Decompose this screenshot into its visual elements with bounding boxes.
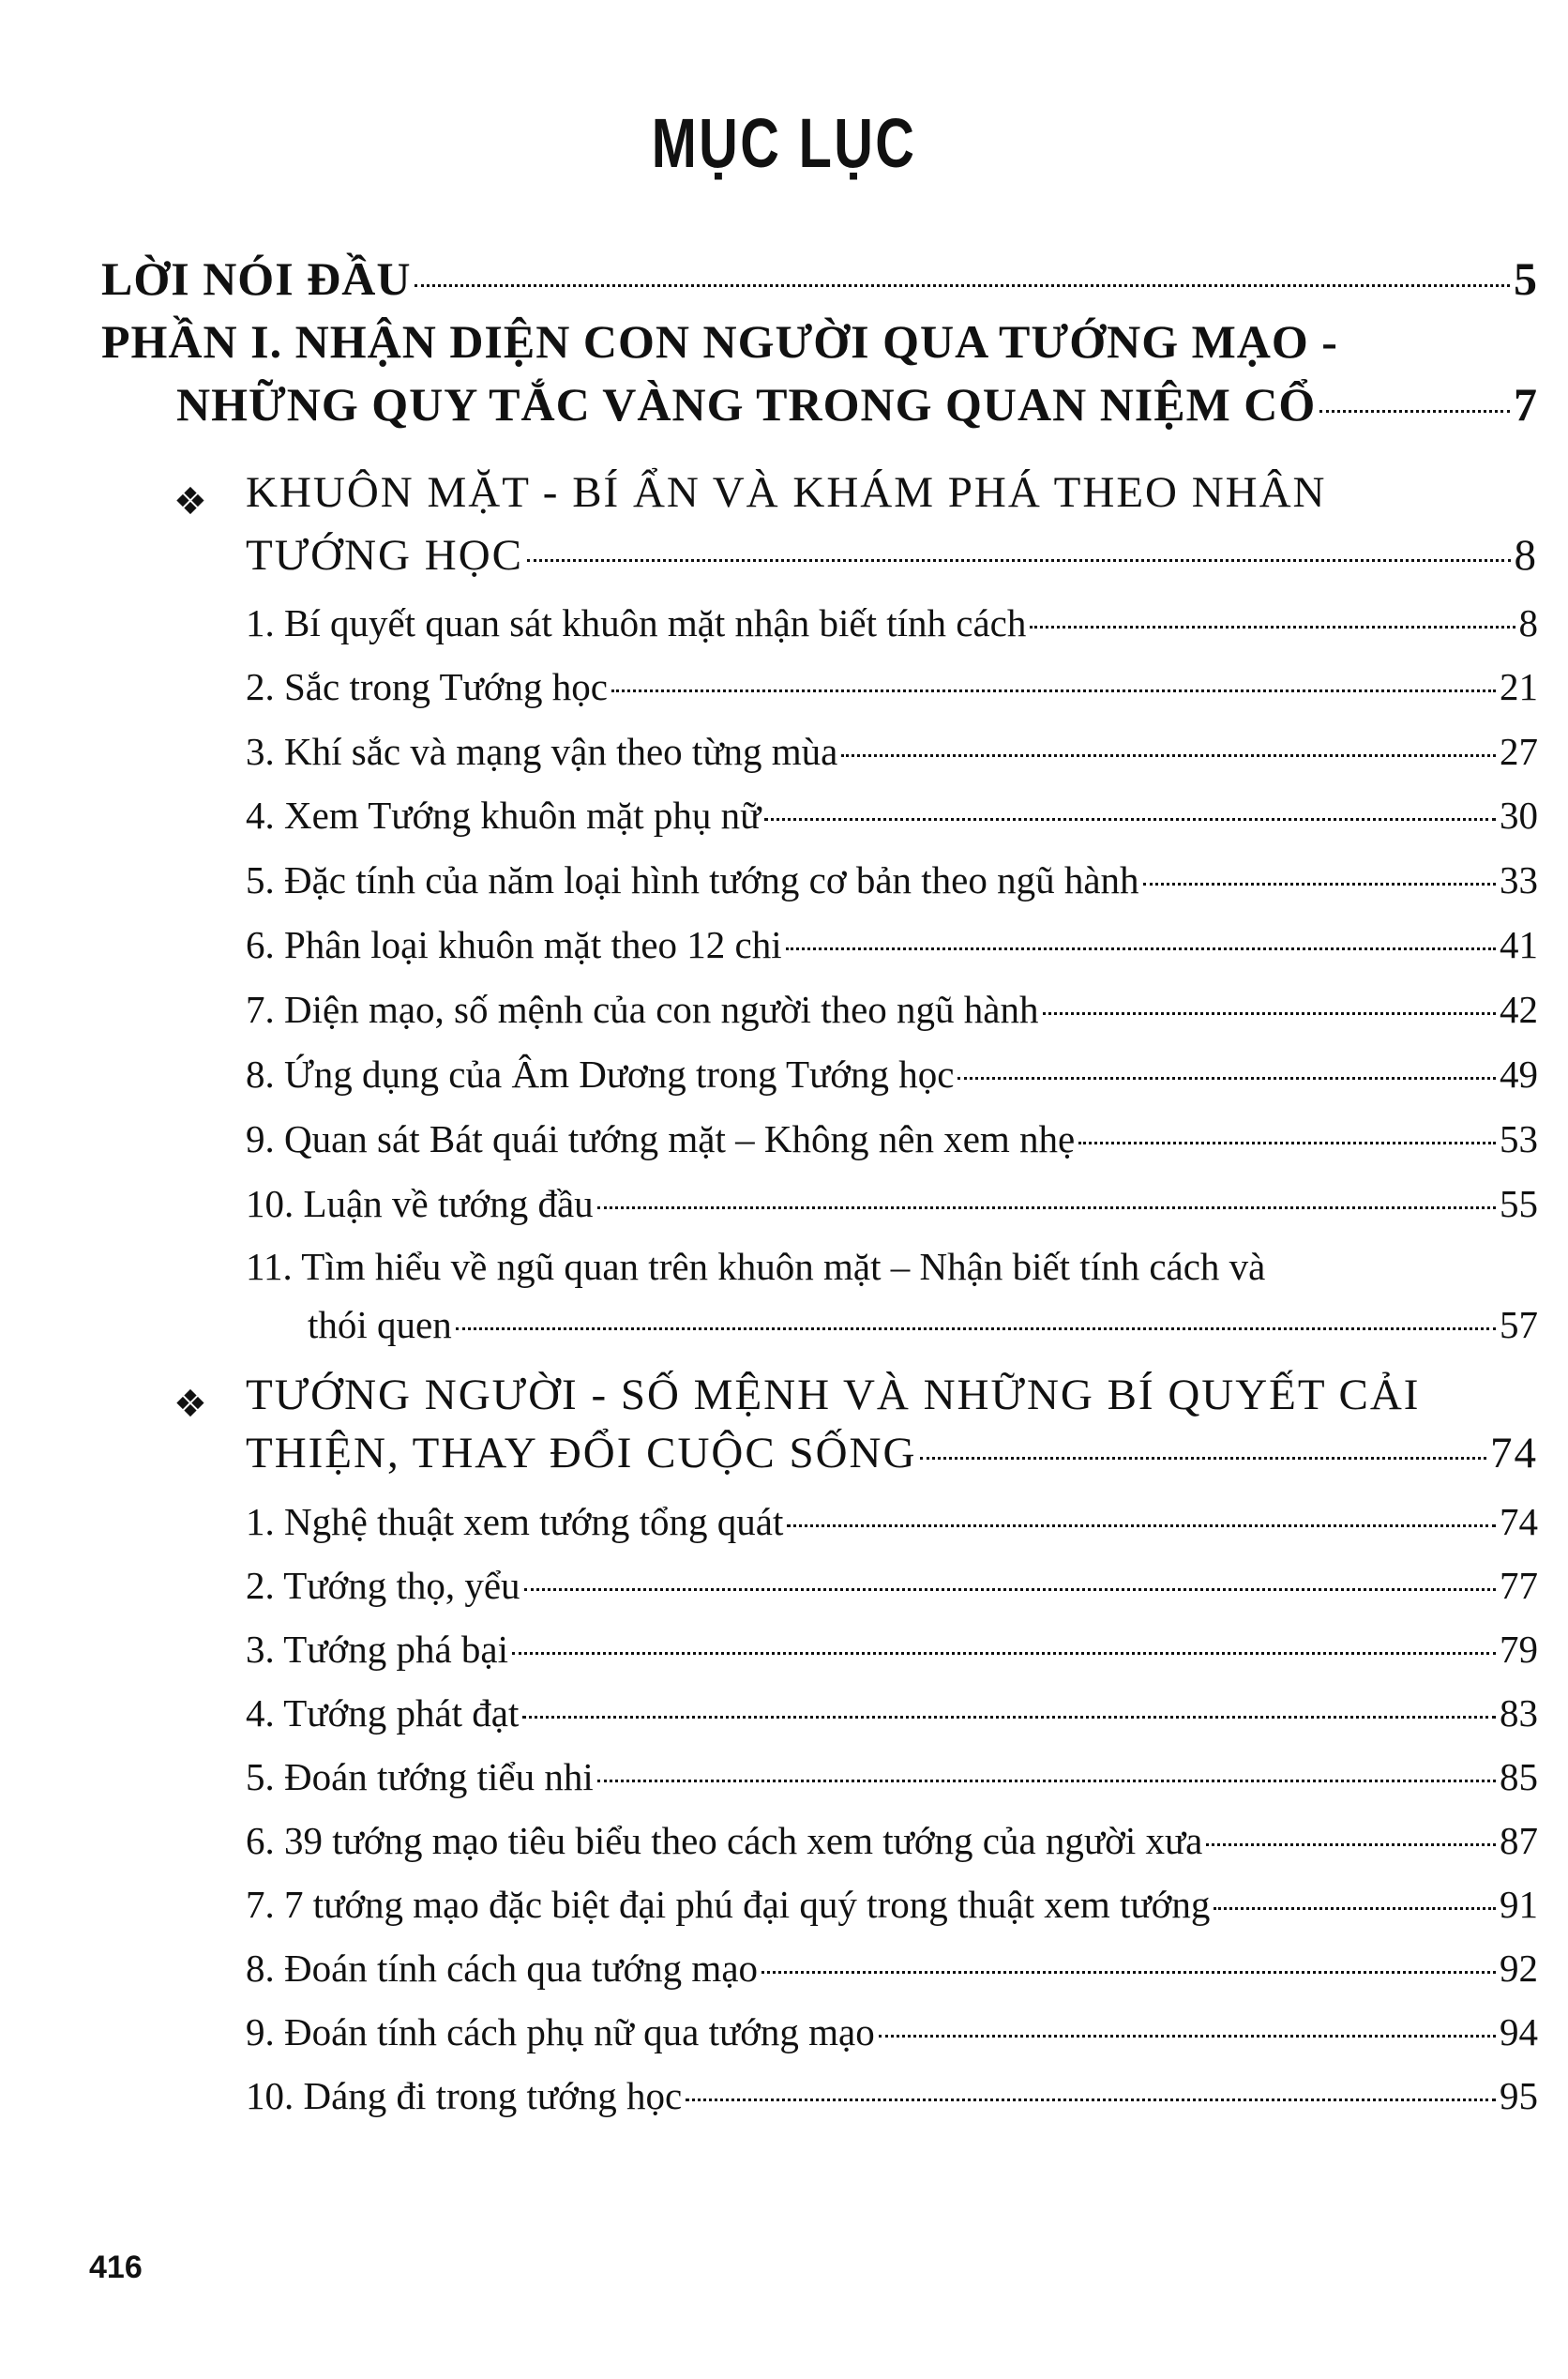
dot-leader <box>1043 1012 1496 1015</box>
toc-entry[interactable] <box>246 2073 1538 2118</box>
toc-entry-text: 8. Đoán tính cách qua tướng mạo <box>246 1947 759 1990</box>
toc-entry-page: 79 <box>1500 1628 1538 1671</box>
toc-entry-text: LỜI NÓI ĐẦU <box>101 252 412 305</box>
dot-leader <box>597 1780 1496 1782</box>
diamond-bullet-icon: ❖ <box>173 1383 207 1426</box>
toc-entry-page: 30 <box>1500 794 1538 837</box>
page-number: 416 <box>89 2250 143 2285</box>
toc-entry-page: 8 <box>1518 601 1538 644</box>
toc-entry-page: 8 <box>1514 531 1538 580</box>
dot-leader <box>1214 1907 1496 1910</box>
dot-leader <box>786 947 1496 950</box>
toc-entry[interactable] <box>246 1116 1538 1161</box>
toc-entry[interactable] <box>246 1818 1538 1863</box>
dot-leader <box>527 559 1511 562</box>
toc-entry-page: 41 <box>1500 923 1538 966</box>
page-title: MỤC LỤC <box>651 104 917 182</box>
toc-entry-page: 91 <box>1500 1883 1538 1926</box>
dot-leader <box>879 2035 1496 2038</box>
dot-leader <box>787 1524 1496 1527</box>
toc-section-face[interactable] <box>246 530 1538 581</box>
toc-entry[interactable] <box>246 857 1538 902</box>
toc-entry-text: 7. 7 tướng mạo đặc biệt đại phú đại quý trong thuật xem tướng <box>246 1883 1211 1926</box>
toc-entry-text: 1. Bí quyết quan sát khuôn mặt nhận biết tính cách <box>246 601 1027 644</box>
toc-entry[interactable] <box>246 1499 1538 1544</box>
dot-leader <box>1078 1142 1496 1144</box>
toc-section-face-line-1[interactable]: KHUÔN MẶT - BÍ ẨN VÀ KHÁM PHÁ THEO NHÂN <box>246 468 1327 517</box>
toc-entry[interactable] <box>246 664 1538 709</box>
toc-section-body[interactable] <box>246 1428 1538 1478</box>
diamond-bullet-icon: ❖ <box>173 480 207 523</box>
dot-leader <box>957 1077 1496 1080</box>
dot-leader <box>1143 883 1496 886</box>
toc-entry-text: TƯỚNG HỌC <box>246 531 523 580</box>
toc-entry[interactable] <box>246 1754 1538 1799</box>
toc-entry[interactable] <box>246 2009 1538 2054</box>
toc-entry-page: 42 <box>1500 988 1538 1031</box>
dot-leader <box>597 1206 1496 1209</box>
dot-leader <box>1030 626 1515 629</box>
dot-leader <box>764 818 1496 821</box>
toc-entry-page: 5 <box>1514 252 1538 305</box>
toc-entry-part-1[interactable] <box>176 377 1538 432</box>
toc-entry[interactable] <box>246 1181 1538 1226</box>
toc-entry-preface[interactable] <box>101 251 1538 306</box>
toc-section-body-line-1[interactable]: TƯỚNG NGƯỜI - SỐ MỆNH VÀ NHỮNG BÍ QUYẾT CẢI <box>246 1371 1421 1419</box>
toc-entry-page: 53 <box>1500 1117 1538 1160</box>
toc-entry-text: 9. Đoán tính cách phụ nữ qua tướng mạo <box>246 2010 875 2053</box>
toc-entry-page: 27 <box>1500 730 1538 773</box>
toc-entry-page: 7 <box>1514 378 1538 431</box>
toc-entry-page: 33 <box>1500 858 1538 902</box>
toc-entry-text: NHỮNG QUY TẮC VÀNG TRONG QUAN NIỆM CỔ <box>176 378 1317 431</box>
toc-entry-text: 10. Luận về tướng đầu <box>246 1182 594 1225</box>
toc-entry[interactable] <box>246 729 1538 774</box>
dot-leader <box>522 1716 1496 1719</box>
dot-leader <box>686 2099 1496 2101</box>
toc-entry-text: 2. Tướng thọ, yểu <box>246 1564 520 1607</box>
toc-entry-text: THIỆN, THAY ĐỔI CUỘC SỐNG <box>246 1429 917 1477</box>
toc-entry-page: 21 <box>1500 665 1538 708</box>
toc-entry[interactable] <box>246 1052 1538 1097</box>
toc-entry[interactable] <box>246 600 1538 645</box>
toc-entry-text: 10. Dáng đi trong tướng học <box>246 2074 683 2117</box>
toc-entry[interactable] <box>246 1946 1538 1991</box>
dot-leader <box>841 754 1496 757</box>
toc-entry-page: 74 <box>1490 1429 1538 1477</box>
toc-entry-text: 8. Ứng dụng của Âm Dương trong Tướng học <box>246 1053 955 1096</box>
toc-entry[interactable] <box>246 793 1538 838</box>
toc-entry-text: thói quen <box>308 1303 452 1346</box>
toc-entry-page: 85 <box>1500 1755 1538 1798</box>
toc-entry-text: 2. Sắc trong Tướng học <box>246 665 608 708</box>
toc-entry-text: 1. Nghệ thuật xem tướng tổng quát <box>246 1500 784 1543</box>
toc-entry-text: 4. Xem Tướng khuôn mặt phụ nữ <box>246 794 761 837</box>
toc-entry-text: 3. Khí sắc và mạng vận theo từng mùa <box>246 730 838 773</box>
toc-entry-text: 5. Đoán tướng tiểu nhi <box>246 1755 594 1798</box>
toc-entry-page: 55 <box>1500 1182 1538 1225</box>
toc-entry[interactable] <box>246 987 1538 1032</box>
dot-leader <box>761 1971 1496 1974</box>
toc-entry-page: 74 <box>1500 1500 1538 1543</box>
toc-entry-page: 92 <box>1500 1947 1538 1990</box>
toc-entry-page: 94 <box>1500 2010 1538 2053</box>
dot-leader <box>524 1588 1496 1591</box>
toc-entry-text: 6. Phân loại khuôn mặt theo 12 chi <box>246 923 782 966</box>
toc-entry-page: 87 <box>1500 1819 1538 1862</box>
toc-entry-page: 95 <box>1500 2074 1538 2117</box>
toc-entry-text: 6. 39 tướng mạo tiêu biểu theo cách xem tướng của người xưa <box>246 1819 1203 1862</box>
toc-entry[interactable] <box>308 1302 1538 1347</box>
dot-leader <box>415 284 1510 287</box>
dot-leader <box>1319 410 1510 413</box>
dot-leader <box>920 1457 1486 1460</box>
dot-leader <box>611 689 1496 692</box>
toc-entry-page: 83 <box>1500 1691 1538 1735</box>
toc-entry-text: 5. Đặc tính của năm loại hình tướng cơ bản theo ngũ hành <box>246 858 1139 902</box>
toc-entry-page: 57 <box>1500 1303 1538 1346</box>
toc-entry-page: 49 <box>1500 1053 1538 1096</box>
toc-entry-text: 9. Quan sát Bát quái tướng mặt – Không nên xem nhẹ <box>246 1117 1076 1160</box>
toc-entry-text: 4. Tướng phát đạt <box>246 1691 520 1735</box>
toc-entry[interactable] <box>246 1882 1538 1927</box>
toc-entry[interactable] <box>246 1563 1538 1608</box>
toc-entry[interactable] <box>246 922 1538 967</box>
toc-entry-text: 7. Diện mạo, số mệnh của con người theo ngũ hành <box>246 988 1039 1031</box>
toc-entry-text: 3. Tướng phá bại <box>246 1628 508 1671</box>
toc-entry-part-1-line-1[interactable]: PHẦN I. NHẬN DIỆN CON NGƯỜI QUA TƯỚNG MẠO - <box>101 315 1338 368</box>
dot-leader <box>1206 1843 1496 1846</box>
toc-entry-line-1[interactable]: 11. Tìm hiểu về ngũ quan trên khuôn mặt – Nhận biết tính cách và <box>246 1245 1266 1288</box>
toc-entry-page: 77 <box>1500 1564 1538 1607</box>
dot-leader <box>512 1652 1496 1655</box>
dot-leader <box>456 1327 1496 1330</box>
toc-entry[interactable] <box>246 1627 1538 1672</box>
toc-entry[interactable] <box>246 1690 1538 1735</box>
